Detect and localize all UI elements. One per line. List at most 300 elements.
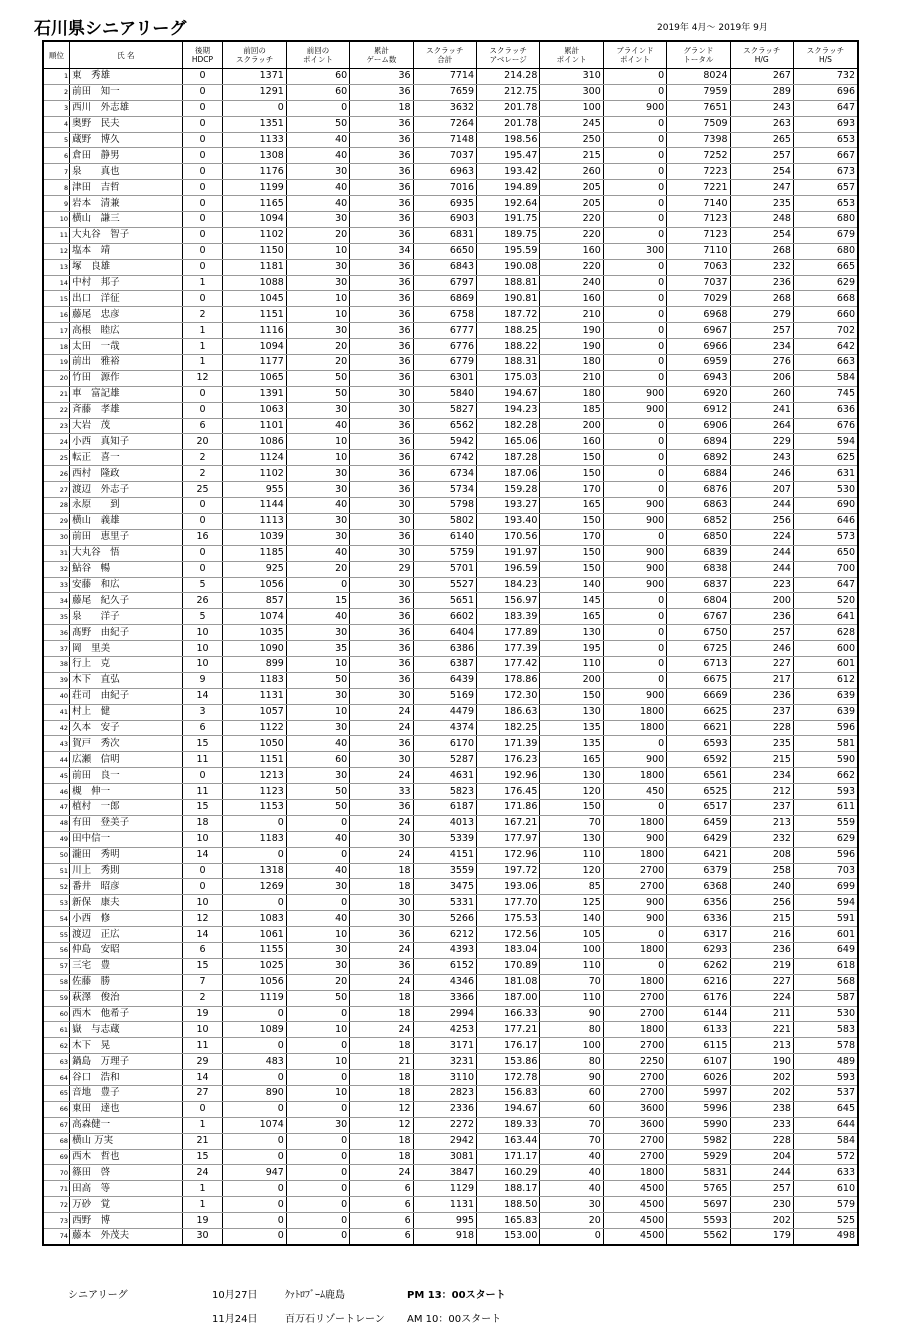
- cell-games: 36: [350, 212, 413, 228]
- cell-hdcp: 0: [182, 100, 223, 116]
- cell-prev-scratch: 1083: [223, 911, 286, 927]
- cell-total-points: 110: [540, 847, 603, 863]
- cell-hdcp: 10: [182, 895, 223, 911]
- cell-blind-points: 0: [603, 736, 666, 752]
- cell-total-points: 125: [540, 895, 603, 911]
- table-row: [43, 625, 858, 641]
- cell-hdcp: 0: [182, 291, 223, 307]
- cell-scratch-average: 187.72: [477, 307, 540, 323]
- cell-total-points: 310: [540, 69, 603, 85]
- cell-prev-scratch: 1094: [223, 212, 286, 228]
- cell-scratch-total: 5802: [413, 513, 476, 529]
- cell-scratch-hg: 232: [730, 831, 793, 847]
- cell-hdcp: 0: [182, 498, 223, 514]
- cell-scratch-average: 187.06: [477, 466, 540, 482]
- cell-scratch-hs: 578: [793, 1038, 858, 1054]
- cell-rank: 42: [43, 720, 70, 736]
- cell-prev-scratch: 0: [223, 1229, 286, 1245]
- cell-name: 奥野 民夫: [70, 116, 182, 132]
- cell-games: 34: [350, 243, 413, 259]
- cell-games: 18: [350, 879, 413, 895]
- cell-scratch-hg: 204: [730, 1149, 793, 1165]
- cell-scratch-average: 172.78: [477, 1070, 540, 1086]
- cell-name: 横山 義雄: [70, 513, 182, 529]
- cell-total-points: 105: [540, 927, 603, 943]
- cell-rank: 5: [43, 132, 70, 148]
- cell-prev-scratch: 1123: [223, 784, 286, 800]
- cell-grand-total: 6669: [667, 688, 730, 704]
- cell-total-points: 160: [540, 243, 603, 259]
- cell-games: 36: [350, 593, 413, 609]
- cell-scratch-average: 188.81: [477, 275, 540, 291]
- cell-hdcp: 2: [182, 990, 223, 1006]
- cell-scratch-hs: 662: [793, 768, 858, 784]
- cell-games: 36: [350, 116, 413, 132]
- cell-name: 音地 豊子: [70, 1086, 182, 1102]
- cell-prev-points: 10: [286, 434, 349, 450]
- cell-total-points: 165: [540, 498, 603, 514]
- cell-blind-points: 4500: [603, 1229, 666, 1245]
- cell-rank: 70: [43, 1165, 70, 1181]
- cell-prev-scratch: 1065: [223, 370, 286, 386]
- cell-games: 36: [350, 323, 413, 339]
- cell-scratch-average: 156.83: [477, 1086, 540, 1102]
- cell-prev-scratch: 955: [223, 482, 286, 498]
- cell-rank: 9: [43, 196, 70, 212]
- cell-prev-points: 0: [286, 100, 349, 116]
- cell-scratch-average: 214.28: [477, 69, 540, 85]
- cell-scratch-hs: 665: [793, 259, 858, 275]
- table-row: [43, 1070, 858, 1086]
- cell-scratch-average: 181.08: [477, 974, 540, 990]
- cell-hdcp: 0: [182, 243, 223, 259]
- table-header: [43, 41, 858, 69]
- cell-scratch-total: 6831: [413, 227, 476, 243]
- cell-prev-points: 20: [286, 561, 349, 577]
- cell-hdcp: 24: [182, 1165, 223, 1181]
- cell-scratch-total: 7037: [413, 148, 476, 164]
- cell-hdcp: 1: [182, 1197, 223, 1213]
- cell-scratch-total: 3475: [413, 879, 476, 895]
- cell-blind-points: 0: [603, 132, 666, 148]
- cell-scratch-total: 6742: [413, 450, 476, 466]
- cell-grand-total: 6943: [667, 370, 730, 386]
- cell-scratch-hs: 581: [793, 736, 858, 752]
- cell-blind-points: 900: [603, 545, 666, 561]
- cell-games: 30: [350, 513, 413, 529]
- cell-total-points: 80: [540, 1022, 603, 1038]
- cell-games: 18: [350, 1070, 413, 1086]
- cell-scratch-hg: 268: [730, 243, 793, 259]
- cell-prev-scratch: 0: [223, 100, 286, 116]
- cell-prev-points: 10: [286, 656, 349, 672]
- cell-prev-points: 10: [286, 307, 349, 323]
- col-header-name: 氏 名: [70, 41, 182, 69]
- cell-grand-total: 6767: [667, 609, 730, 625]
- cell-blind-points: 0: [603, 196, 666, 212]
- cell-prev-points: 30: [286, 720, 349, 736]
- cell-blind-points: 1800: [603, 1165, 666, 1181]
- cell-scratch-average: 194.67: [477, 386, 540, 402]
- cell-scratch-hg: 215: [730, 752, 793, 768]
- cell-scratch-hg: 257: [730, 148, 793, 164]
- cell-prev-points: 40: [286, 196, 349, 212]
- cell-hdcp: 14: [182, 847, 223, 863]
- cell-rank: 51: [43, 863, 70, 879]
- cell-prev-points: 10: [286, 1022, 349, 1038]
- cell-grand-total: 5831: [667, 1165, 730, 1181]
- cell-scratch-average: 183.04: [477, 942, 540, 958]
- cell-name: 佐藤 勝: [70, 974, 182, 990]
- cell-name: 塚 良雄: [70, 259, 182, 275]
- cell-scratch-average: 188.31: [477, 355, 540, 371]
- cell-prev-scratch: 0: [223, 895, 286, 911]
- cell-scratch-hs: 673: [793, 164, 858, 180]
- cell-scratch-hs: 572: [793, 1149, 858, 1165]
- cell-prev-points: 50: [286, 784, 349, 800]
- cell-blind-points: 900: [603, 402, 666, 418]
- cell-rank: 17: [43, 323, 70, 339]
- cell-scratch-hs: 568: [793, 974, 858, 990]
- cell-rank: 66: [43, 1101, 70, 1117]
- table-row: [43, 752, 858, 768]
- cell-scratch-total: 6963: [413, 164, 476, 180]
- table-row: [43, 1133, 858, 1149]
- cell-scratch-average: 187.28: [477, 450, 540, 466]
- cell-blind-points: 900: [603, 752, 666, 768]
- cell-games: 24: [350, 720, 413, 736]
- cell-hdcp: 19: [182, 1213, 223, 1229]
- table-row: [43, 672, 858, 688]
- cell-total-points: 150: [540, 513, 603, 529]
- cell-games: 36: [350, 132, 413, 148]
- cell-scratch-average: 170.89: [477, 958, 540, 974]
- table-row: [43, 148, 858, 164]
- cell-name: 斉藤 孝雄: [70, 402, 182, 418]
- cell-prev-scratch: 0: [223, 1149, 286, 1165]
- cell-total-points: 85: [540, 879, 603, 895]
- table-row: [43, 100, 858, 116]
- cell-total-points: 240: [540, 275, 603, 291]
- cell-rank: 6: [43, 148, 70, 164]
- cell-scratch-hs: 594: [793, 895, 858, 911]
- cell-prev-scratch: 0: [223, 815, 286, 831]
- cell-prev-scratch: 1153: [223, 799, 286, 815]
- cell-blind-points: 1800: [603, 847, 666, 863]
- cell-scratch-total: 4393: [413, 942, 476, 958]
- cell-prev-scratch: 0: [223, 1101, 286, 1117]
- cell-scratch-average: 176.45: [477, 784, 540, 800]
- cell-grand-total: 6863: [667, 498, 730, 514]
- cell-prev-scratch: 1371: [223, 69, 286, 85]
- cell-name: 行上 克: [70, 656, 182, 672]
- table-row: [43, 355, 858, 371]
- cell-scratch-hs: 639: [793, 688, 858, 704]
- cell-prev-scratch: 1074: [223, 1117, 286, 1133]
- cell-scratch-average: 184.23: [477, 577, 540, 593]
- cell-name: 岩本 清兼: [70, 196, 182, 212]
- cell-blind-points: 0: [603, 482, 666, 498]
- table-row: [43, 466, 858, 482]
- cell-hdcp: 0: [182, 561, 223, 577]
- cell-total-points: 120: [540, 784, 603, 800]
- table-row: [43, 942, 858, 958]
- cell-prev-points: 50: [286, 799, 349, 815]
- cell-scratch-average: 189.75: [477, 227, 540, 243]
- cell-name: 前田 良一: [70, 768, 182, 784]
- cell-blind-points: 0: [603, 355, 666, 371]
- cell-games: 30: [350, 545, 413, 561]
- cell-hdcp: 30: [182, 1229, 223, 1245]
- col-header-prev-scratch: 前回の スクラッチ: [223, 41, 286, 69]
- table-row: [43, 84, 858, 100]
- cell-blind-points: 2700: [603, 1070, 666, 1086]
- cell-hdcp: 27: [182, 1086, 223, 1102]
- cell-blind-points: 900: [603, 911, 666, 927]
- cell-prev-points: 30: [286, 164, 349, 180]
- cell-name: 藤本 外茂夫: [70, 1229, 182, 1245]
- cell-scratch-average: 156.97: [477, 593, 540, 609]
- cell-scratch-hg: 234: [730, 768, 793, 784]
- cell-scratch-total: 1131: [413, 1197, 476, 1213]
- cell-scratch-hs: 663: [793, 355, 858, 371]
- cell-blind-points: 0: [603, 180, 666, 196]
- cell-grand-total: 7221: [667, 180, 730, 196]
- cell-grand-total: 6894: [667, 434, 730, 450]
- cell-total-points: 70: [540, 815, 603, 831]
- cell-name: 三宅 豊: [70, 958, 182, 974]
- cell-prev-scratch: 1181: [223, 259, 286, 275]
- cell-hdcp: 0: [182, 259, 223, 275]
- cell-hdcp: 0: [182, 180, 223, 196]
- cell-scratch-average: 201.78: [477, 116, 540, 132]
- cell-scratch-average: 196.59: [477, 561, 540, 577]
- cell-games: 36: [350, 307, 413, 323]
- cell-rank: 67: [43, 1117, 70, 1133]
- cell-hdcp: 15: [182, 799, 223, 815]
- cell-name: 篠田 啓: [70, 1165, 182, 1181]
- cell-total-points: 165: [540, 609, 603, 625]
- cell-name: 木下 直弘: [70, 672, 182, 688]
- col-header-scratch-total: スクラッチ 合計: [413, 41, 476, 69]
- cell-scratch-hg: 202: [730, 1086, 793, 1102]
- cell-grand-total: 6912: [667, 402, 730, 418]
- cell-games: 36: [350, 736, 413, 752]
- cell-prev-points: 0: [286, 1197, 349, 1213]
- cell-name: 万砂 覚: [70, 1197, 182, 1213]
- cell-hdcp: 2: [182, 307, 223, 323]
- cell-scratch-hs: 653: [793, 196, 858, 212]
- footer-time-2: AM 10：00スタート: [407, 1314, 502, 1325]
- cell-scratch-hs: 636: [793, 402, 858, 418]
- cell-rank: 56: [43, 942, 70, 958]
- table-row: [43, 768, 858, 784]
- cell-games: 24: [350, 704, 413, 720]
- cell-scratch-total: 6301: [413, 370, 476, 386]
- cell-prev-scratch: 483: [223, 1054, 286, 1070]
- cell-grand-total: 6115: [667, 1038, 730, 1054]
- cell-blind-points: 0: [603, 212, 666, 228]
- cell-games: 24: [350, 847, 413, 863]
- cell-scratch-total: 5169: [413, 688, 476, 704]
- cell-name: 嶽 与志蔵: [70, 1022, 182, 1038]
- cell-total-points: 220: [540, 212, 603, 228]
- cell-hdcp: 14: [182, 688, 223, 704]
- cell-prev-points: 40: [286, 911, 349, 927]
- cell-total-points: 200: [540, 418, 603, 434]
- table-row: [43, 529, 858, 545]
- cell-hdcp: 2: [182, 466, 223, 482]
- cell-total-points: 70: [540, 974, 603, 990]
- cell-games: 30: [350, 498, 413, 514]
- cell-name: 久本 安子: [70, 720, 182, 736]
- cell-prev-points: 0: [286, 1133, 349, 1149]
- cell-scratch-total: 4013: [413, 815, 476, 831]
- cell-scratch-total: 5759: [413, 545, 476, 561]
- cell-games: 36: [350, 466, 413, 482]
- cell-prev-points: 15: [286, 593, 349, 609]
- cell-prev-points: 0: [286, 1038, 349, 1054]
- cell-blind-points: 900: [603, 386, 666, 402]
- cell-rank: 35: [43, 609, 70, 625]
- cell-scratch-average: 182.25: [477, 720, 540, 736]
- cell-total-points: 40: [540, 1181, 603, 1197]
- cell-rank: 31: [43, 545, 70, 561]
- cell-blind-points: 0: [603, 339, 666, 355]
- cell-rank: 40: [43, 688, 70, 704]
- cell-name: 鮎谷 暢: [70, 561, 182, 577]
- cell-blind-points: 4500: [603, 1213, 666, 1229]
- cell-prev-points: 30: [286, 323, 349, 339]
- cell-prev-points: 30: [286, 513, 349, 529]
- cell-rank: 11: [43, 227, 70, 243]
- cell-hdcp: 1: [182, 355, 223, 371]
- table-row: [43, 863, 858, 879]
- cell-prev-scratch: 1056: [223, 577, 286, 593]
- cell-grand-total: 5593: [667, 1213, 730, 1229]
- table-row: [43, 1213, 858, 1229]
- cell-games: 36: [350, 672, 413, 688]
- cell-scratch-hs: 573: [793, 529, 858, 545]
- cell-games: 30: [350, 831, 413, 847]
- cell-rank: 41: [43, 704, 70, 720]
- cell-grand-total: 6317: [667, 927, 730, 943]
- cell-hdcp: 0: [182, 84, 223, 100]
- cell-total-points: 100: [540, 100, 603, 116]
- cell-prev-points: 50: [286, 386, 349, 402]
- cell-blind-points: 900: [603, 831, 666, 847]
- table-row: [43, 513, 858, 529]
- cell-games: 18: [350, 1086, 413, 1102]
- cell-hdcp: 10: [182, 1022, 223, 1038]
- cell-scratch-hs: 639: [793, 704, 858, 720]
- cell-scratch-total: 5651: [413, 593, 476, 609]
- table-row: [43, 1181, 858, 1197]
- cell-games: 18: [350, 1038, 413, 1054]
- cell-prev-points: 30: [286, 275, 349, 291]
- cell-games: 18: [350, 100, 413, 116]
- cell-prev-points: 0: [286, 815, 349, 831]
- cell-prev-points: 60: [286, 84, 349, 100]
- cell-total-points: 40: [540, 1149, 603, 1165]
- cell-scratch-average: 165.06: [477, 434, 540, 450]
- cell-grand-total: 5562: [667, 1229, 730, 1245]
- cell-name: 大丸谷 智子: [70, 227, 182, 243]
- cell-prev-scratch: 1391: [223, 386, 286, 402]
- footer-date-1: 10月27日: [212, 1290, 258, 1301]
- cell-prev-scratch: 1045: [223, 291, 286, 307]
- cell-scratch-hg: 234: [730, 339, 793, 355]
- cell-total-points: 30: [540, 1197, 603, 1213]
- cell-scratch-hs: 703: [793, 863, 858, 879]
- cell-scratch-hs: 650: [793, 545, 858, 561]
- cell-grand-total: 6176: [667, 990, 730, 1006]
- cell-prev-scratch: 1057: [223, 704, 286, 720]
- cell-total-points: 90: [540, 1070, 603, 1086]
- table-body: [43, 69, 858, 1245]
- cell-prev-scratch: 1133: [223, 132, 286, 148]
- cell-games: 33: [350, 784, 413, 800]
- cell-rank: 8: [43, 180, 70, 196]
- cell-prev-scratch: 1199: [223, 180, 286, 196]
- cell-prev-points: 40: [286, 418, 349, 434]
- cell-hdcp: 6: [182, 942, 223, 958]
- cell-scratch-hs: 625: [793, 450, 858, 466]
- cell-hdcp: 14: [182, 927, 223, 943]
- cell-scratch-hg: 256: [730, 895, 793, 911]
- cell-blind-points: 2700: [603, 1006, 666, 1022]
- cell-scratch-average: 166.33: [477, 1006, 540, 1022]
- cell-rank: 69: [43, 1149, 70, 1165]
- cell-prev-scratch: 1063: [223, 402, 286, 418]
- cell-scratch-hg: 254: [730, 164, 793, 180]
- cell-scratch-average: 172.30: [477, 688, 540, 704]
- cell-scratch-hs: 498: [793, 1229, 858, 1245]
- cell-grand-total: 6804: [667, 593, 730, 609]
- cell-games: 18: [350, 1149, 413, 1165]
- cell-hdcp: 1: [182, 323, 223, 339]
- cell-prev-scratch: 1150: [223, 243, 286, 259]
- cell-games: 36: [350, 641, 413, 657]
- cell-hdcp: 0: [182, 196, 223, 212]
- cell-games: 36: [350, 227, 413, 243]
- cell-name: 永原 到: [70, 498, 182, 514]
- cell-scratch-average: 171.86: [477, 799, 540, 815]
- cell-scratch-total: 7659: [413, 84, 476, 100]
- cell-scratch-hs: 584: [793, 1133, 858, 1149]
- cell-prev-points: 10: [286, 291, 349, 307]
- cell-prev-points: 20: [286, 227, 349, 243]
- cell-scratch-average: 177.89: [477, 625, 540, 641]
- cell-scratch-average: 194.23: [477, 402, 540, 418]
- cell-scratch-hs: 641: [793, 609, 858, 625]
- cell-rank: 47: [43, 799, 70, 815]
- cell-grand-total: 6026: [667, 1070, 730, 1086]
- cell-total-points: 200: [540, 672, 603, 688]
- cell-scratch-total: 3366: [413, 990, 476, 1006]
- cell-grand-total: 6906: [667, 418, 730, 434]
- cell-scratch-average: 172.96: [477, 847, 540, 863]
- cell-name: 出口 洋征: [70, 291, 182, 307]
- cell-scratch-total: 2994: [413, 1006, 476, 1022]
- cell-grand-total: 6592: [667, 752, 730, 768]
- cell-grand-total: 6713: [667, 656, 730, 672]
- cell-scratch-hg: 233: [730, 1117, 793, 1133]
- cell-scratch-average: 153.00: [477, 1229, 540, 1245]
- cell-prev-points: 30: [286, 942, 349, 958]
- footer-venue-1: ｸｧﾄﾛﾌﾞｰﾑ鹿島: [285, 1290, 345, 1301]
- cell-scratch-average: 194.89: [477, 180, 540, 196]
